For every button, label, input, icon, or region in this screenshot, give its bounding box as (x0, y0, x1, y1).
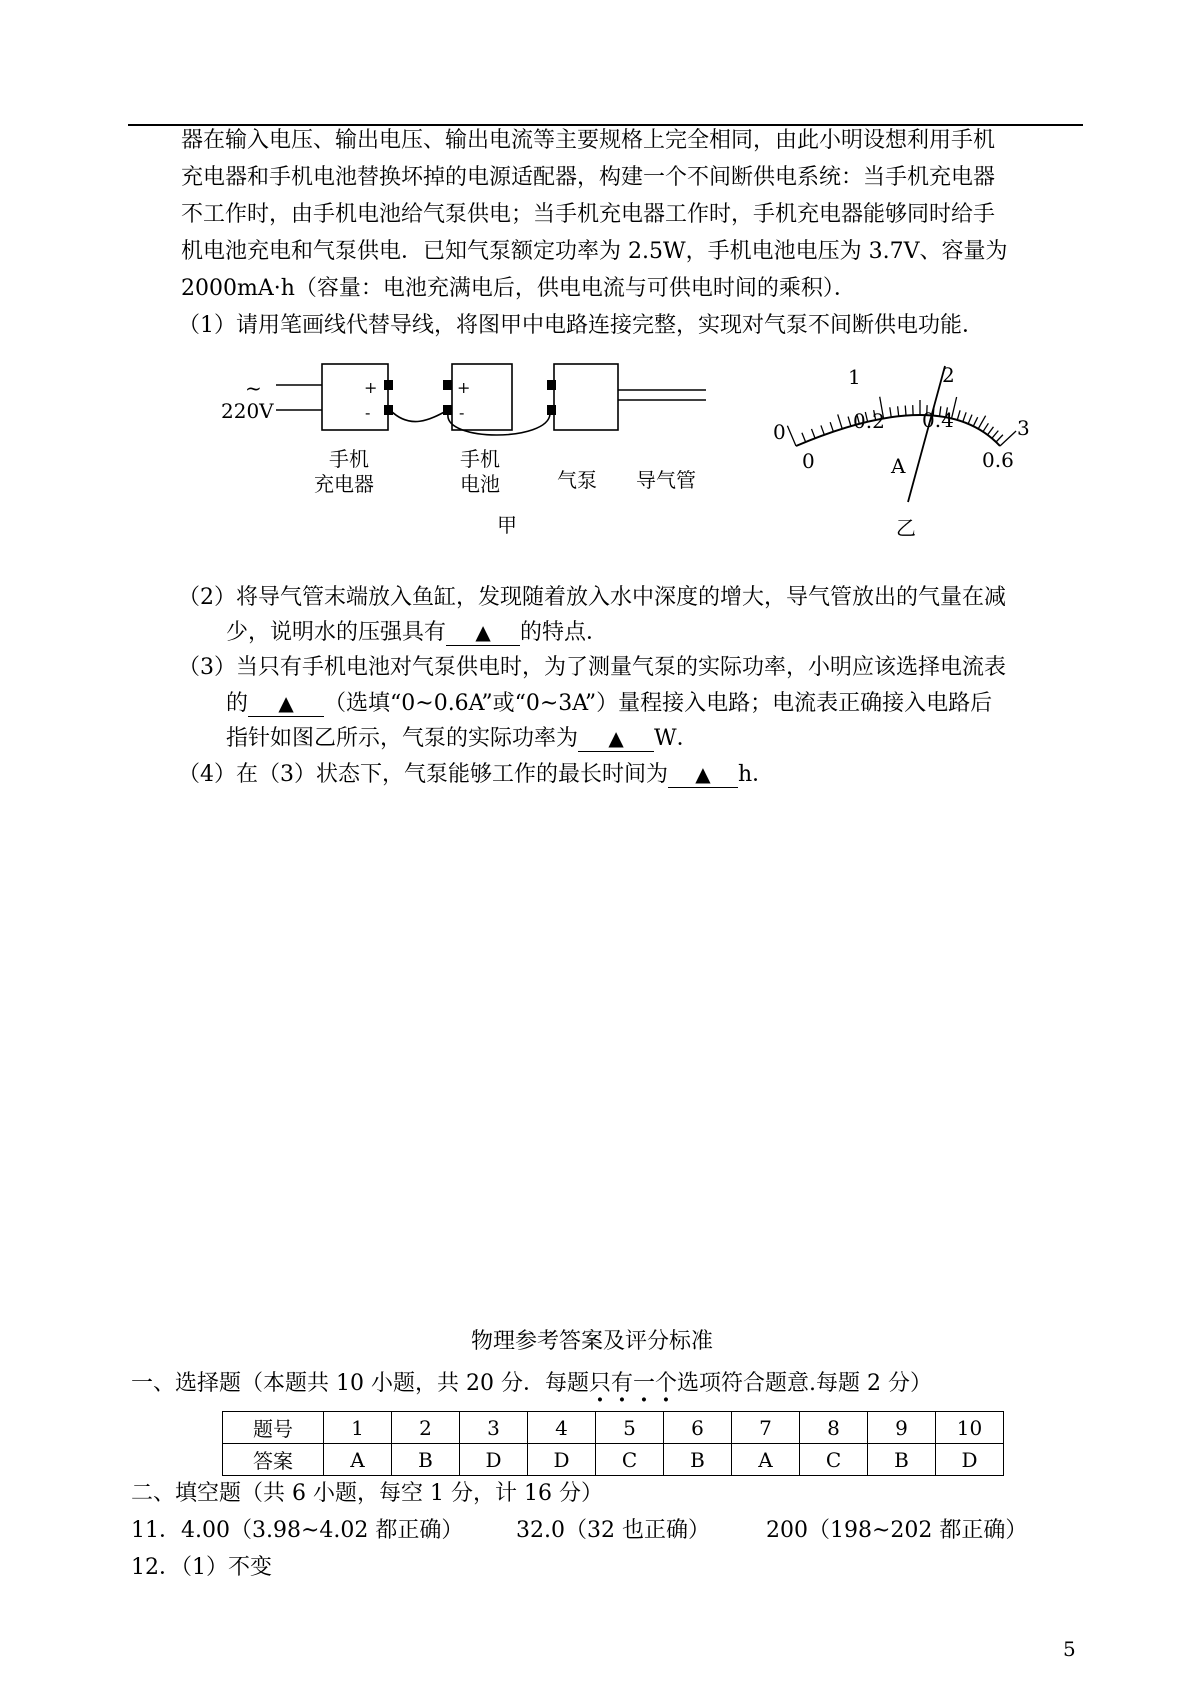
q3-range-blank[interactable]: ▲ (248, 690, 324, 717)
section-1-post: 选项符合题意.每题 2 分） (677, 1371, 933, 1396)
meter-tick (983, 423, 988, 431)
question-4 (178, 760, 774, 790)
meter-ticks (787, 397, 1016, 446)
battery-plus-terminal (443, 380, 452, 390)
q3-text-post: （选填“0~0.6A”或“0~3A”）量程接入电路；电流表正确接入电路后 (324, 691, 993, 716)
question-3-line-1: （3）当只有手机电池对气泵供电时，为了测量气泵的实际功率，小明应该选择电流表 (178, 655, 1006, 680)
paragraph-line-4: 机电池充电和气泵供电．已知气泵额定功率为 2.5W，手机电池电压为 3.7V、容量为 (181, 239, 1008, 264)
answer-11-part-2: 32.0（32 也正确） (516, 1518, 710, 1543)
pump-terminal-2 (547, 405, 556, 415)
meter-tick (905, 406, 906, 416)
meter-unit-label: A (891, 454, 906, 478)
meter-bottom-0.6: 0.6 (982, 448, 1014, 472)
paragraph-line-1: 器在输入电压、输出电压、输出电流等主要规格上完全相同，由此小明设想利用手机 (181, 128, 996, 153)
section-1-pre: 一、选择题（本题共 10 小题，共 20 分．每题 (131, 1371, 589, 1396)
emphasis-char-4: 个 (655, 1371, 678, 1396)
circuit-figure (0, 0, 1200, 560)
answer-11-part-3: 200（198~202 都正确） (766, 1518, 1028, 1543)
meter-top-1: 1 (848, 365, 861, 389)
table-cell: 10 (936, 1412, 1004, 1444)
table-cell: B (392, 1444, 460, 1476)
meter-top-2: 2 (942, 363, 955, 387)
caption-b: 乙 (896, 516, 916, 540)
meter-bottom-0.2: 0.2 (853, 409, 885, 433)
q3-text-pre: 的 (226, 691, 249, 716)
table-cell: 9 (868, 1412, 936, 1444)
pump-terminal-1 (547, 380, 556, 390)
charger-label-1: 手机 (329, 447, 369, 471)
page-number: 5 (1063, 1637, 1076, 1661)
meter-tick (802, 433, 806, 442)
battery-label-1: 手机 (460, 447, 500, 471)
meter-tick (996, 435, 1003, 442)
meter-tick (890, 407, 891, 417)
charger-label-2: 充电器 (314, 472, 374, 496)
question-1: （1）请用笔画线代替导线，将图甲中电路连接完整，实现对气泵不间断供电功能． (178, 313, 984, 338)
meter-bottom-0: 0 (802, 449, 815, 473)
section-2-heading: 二、填空题（共 6 小题，每空 1 分，计 16 分） (131, 1481, 603, 1506)
question-3-line-3 (226, 724, 699, 754)
charger-box (322, 364, 388, 430)
meter-tick (898, 406, 899, 416)
emphasis-char-2: 有 (610, 1371, 633, 1396)
meter-tick (787, 426, 796, 446)
charger-plus-sign: + (364, 378, 378, 397)
table-cell: D (528, 1444, 596, 1476)
meter-tick (830, 422, 833, 431)
table-cell: 3 (460, 1412, 528, 1444)
table-cell: 2 (392, 1412, 460, 1444)
table-header-answer: 答案 (223, 1444, 324, 1476)
meter-bottom-0.4: 0.4 (922, 408, 954, 432)
battery-label-2: 电池 (460, 472, 500, 496)
meter-needle (908, 366, 945, 502)
meter-tick (973, 417, 977, 426)
answer-11-part-1: 11．4.00（3.98~4.02 都正确） (131, 1518, 464, 1543)
q3-power-blank[interactable]: ▲ (578, 725, 654, 752)
charger-minus-sign: - (365, 403, 371, 422)
meter-tick (963, 412, 966, 421)
table-row (223, 1412, 1004, 1444)
section-1-heading (131, 1369, 932, 1399)
wire-charger-battery (390, 410, 448, 422)
answer-12: 12．（1）不变 (131, 1555, 272, 1580)
table-cell: C (596, 1444, 664, 1476)
meter-top-3: 3 (1017, 416, 1030, 440)
answer-table (222, 1411, 1004, 1476)
supply-voltage-label: 220V (221, 399, 274, 423)
meter-tick (821, 425, 824, 434)
table-header-number: 题号 (223, 1412, 324, 1444)
meter-tick (848, 417, 851, 427)
meter-tick (978, 416, 985, 429)
battery-minus-terminal (443, 405, 452, 415)
table-cell: 7 (732, 1412, 800, 1444)
paragraph-line-2: 充电器和手机电池替换坏掉的电源适配器，构建一个不间断供电系统：当手机充电器 (181, 165, 996, 190)
table-cell: 4 (528, 1412, 596, 1444)
table-cell: A (732, 1444, 800, 1476)
meter-top-0: 0 (773, 420, 786, 444)
battery-minus-sign: - (459, 403, 465, 422)
table-cell: D (936, 1444, 1004, 1476)
meter-tick (811, 429, 815, 438)
question-2-line-2 (226, 618, 608, 648)
question-3-line-2 (226, 689, 992, 719)
table-cell: D (460, 1444, 528, 1476)
paragraph-line-3: 不工作时，由手机电池给气泵供电；当手机充电器工作时，手机充电器能够同时给手 (181, 202, 996, 227)
tube-label: 导气管 (636, 468, 696, 492)
pump-box (554, 364, 618, 430)
battery-plus-sign: + (457, 378, 471, 397)
question-2-line-1: （2）将导气管末端放入鱼缸，发现随着放入水中深度的增大，导气管放出的气量在减 (178, 585, 1006, 610)
emphasis-char-3: 一 (633, 1371, 656, 1396)
meter-tick (957, 410, 960, 420)
meter-tick (968, 415, 972, 424)
q4-answer-blank[interactable]: ▲ (668, 761, 738, 788)
emphasis-char-1: 只 (588, 1371, 611, 1396)
table-cell: 1 (324, 1412, 392, 1444)
answer-key-title: 物理参考答案及评分标准 (471, 1329, 714, 1354)
meter-tick (992, 431, 998, 439)
table-cell: B (664, 1444, 732, 1476)
table-cell: 5 (596, 1412, 664, 1444)
meter-tick (838, 414, 843, 428)
table-cell: 6 (664, 1412, 732, 1444)
supply-tilde: ~ (245, 376, 262, 400)
table-cell: B (868, 1444, 936, 1476)
table-cell: A (324, 1444, 392, 1476)
meter-tick (1000, 431, 1016, 446)
paragraph-line-5: 2000mA·h（容量：电池充满电后，供电电流与可供电时间的乘积）． (181, 276, 856, 301)
q4-text-pre: （4）在（3）状态下，气泵能够工作的最长时间为 (178, 762, 668, 787)
q2-text-pre: 少，说明水的压强具有 (226, 620, 447, 645)
pump-label: 气泵 (557, 468, 597, 492)
table-row (223, 1444, 1004, 1476)
q3-power-pre: 指针如图乙所示，气泵的实际功率为 (226, 726, 579, 751)
charger-plus-terminal (384, 380, 393, 390)
meter-tick (988, 427, 994, 435)
charger-minus-terminal (384, 405, 393, 415)
q3-power-post: W． (654, 726, 699, 751)
q2-text-post: 的特点． (520, 620, 609, 645)
table-cell: C (800, 1444, 868, 1476)
table-cell: 8 (800, 1412, 868, 1444)
caption-a: 甲 (497, 513, 517, 537)
q2-answer-blank[interactable]: ▲ (446, 619, 520, 646)
q4-text-post: h． (738, 762, 775, 787)
